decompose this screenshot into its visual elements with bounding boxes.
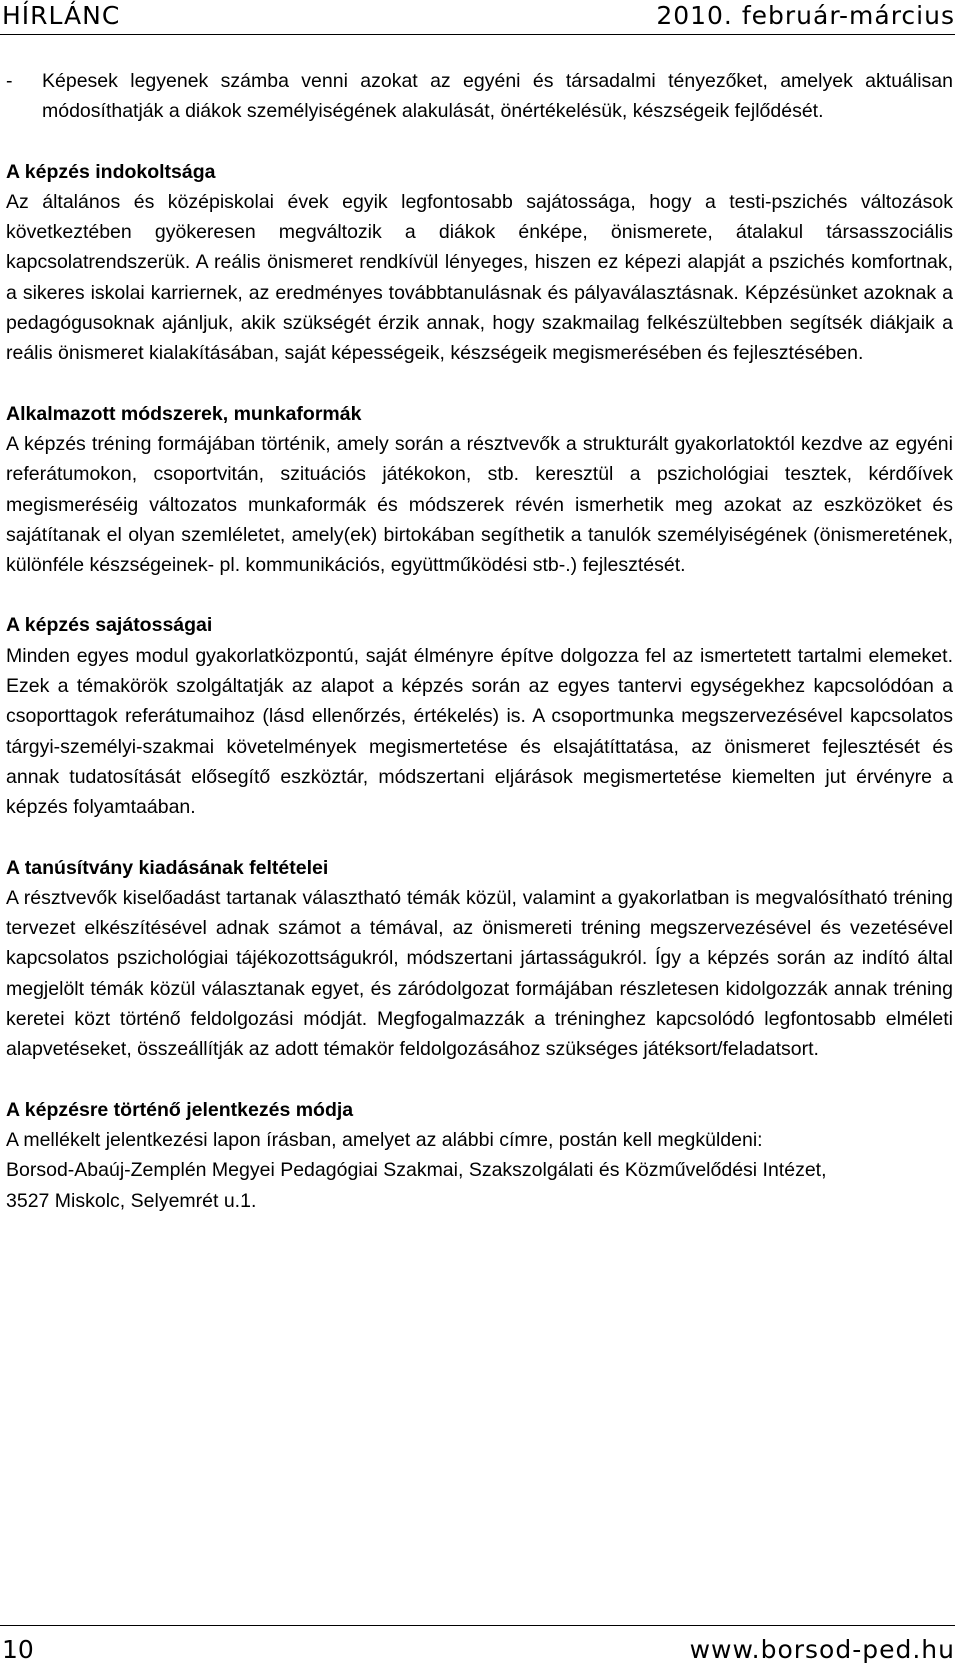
application-instructions: A mellékelt jelentkezési lapon írásban, amelyet az alábbi címre, postán kell megküldeni: [6, 1128, 763, 1151]
section-title: Alkalmazott módszerek, munkaformák [6, 402, 362, 425]
section-application [6, 1095, 953, 1216]
section-title: A tanúsítvány kiadásának feltételei [6, 856, 329, 879]
intro-text: Képesek legyenek számba venni azokat az egyéni és társadalmi tényezőket, amelyek aktuálisan módosíthatják a diákok személyiségének alakulását, önértékelésük, készségeik fejlődését. [42, 70, 953, 123]
page-footer [0, 1625, 955, 1670]
article-body [6, 66, 953, 1216]
section-body: Az általános és középiskolai évek egyik legfontosabb sajátossága, hogy a testi-pszichés változások következtében gyökeresen megváltozik a diákok énképe, önismerete, átalakul társasszociális kapcsolatrendszerük. A reális önismeret rendkívül lényeges, hiszen ez képezi alapját a pszichés komfortnak, a sikeres iskolai karriernek, az eredményes továbbtanulásnak és pályaválasztásnak. Képzésünket azoknak a pedagógusoknak ajánljuk, akik szükségét érzik annak, hogy szakmailag felkészültebben segítsék diákjaik a reális önismeret kialakításában, saját képességeik, készségeik megismerésében és fejlesztésében. [6, 190, 953, 365]
list-dash: - [6, 70, 13, 92]
institution-address: 3527 Miskolc, Selyemrét u.1. [6, 1189, 257, 1212]
intro-list-item [6, 66, 953, 127]
section-methods [6, 399, 953, 581]
issue-date: 2010. február-március [656, 1, 955, 30]
website-link[interactable]: www.borsod-ped.hu [689, 1635, 955, 1664]
page-number: 10 [2, 1635, 34, 1664]
section-body: A képzés tréning formájában történik, amely során a résztvevők a strukturált gyakorlatoktól kezdve az egyéni referátumokon, csoportvitán, szituációs játékokon, stb. keresztül a pszichológiai tesztek, kérdőívek megismeréséig változatos munkaformák és módszerek révén ismerhetik meg azokat az eszközöket és sajátítanak el olyan szemléletet, amely(ek) birtokában segíthetik a tanulók személyiségének (önismeretének, különféle készségeinek- pl. kommunikációs, együttműködési stb-.) fejlesztését. [6, 432, 953, 577]
section-justification [6, 157, 953, 369]
section-title: A képzésre történő jelentkezés módja [6, 1098, 354, 1121]
section-characteristics [6, 610, 953, 822]
institution-name: Borsod-Abaúj-Zemplén Megyei Pedagógiai Szakmai, Szakszolgálati és Közművelődési Intézet, [6, 1159, 827, 1182]
page-header [0, 0, 955, 35]
section-title: A képzés sajátosságai [6, 614, 213, 637]
section-body: Minden egyes modul gyakorlatközpontú, saját élményre építve dolgozza fel az ismertetett tartalmi elemeket. Ezek a témakörök szolgáltatják az alapot a képzés során az egyes tantervi egységekhez kapcsolódóan a csoporttagok referátumaihoz (lásd ellenőrzés, értékelés) is. A csoportmunka megszervezésével kapcsolatos tárgyi-személyi-szakmai követelmények megismertetése és elsajátíttatása, az önismeret fejlesztését és annak tudatosítását elősegítő eszköztár, módszertani eljárások megismertetése kiemelten jut érvényre a képzés folyamtaában. [6, 644, 953, 819]
section-body: A résztvevők kiselőadást tartanak választható témák közül, valamint a gyakorlatban is megvalósítható tréning tervezet elkészítésével adnak számot a témával, az önismereti tréning megszervezésével és vezetésével kapcsolatos pszichológiai tájékozottságukról, módszertani jártasságukról. Így a képzés során az indító által megjelölt témák közül választanak egyet, és záródolgozat formájában részletesen kidolgozzák annak tréning keretei közt történő feldolgozási módját. Megfogalmazzák a tréninghez kapcsolódó legfontosabb elméleti alapvetéseket, összeállítják az adott témakör feldolgozásához szükséges játéksort/feladatsort. [6, 886, 953, 1061]
publication-title: HÍRLÁNC [2, 1, 121, 30]
section-certificate [6, 853, 953, 1065]
section-title: A képzés indokoltsága [6, 160, 216, 183]
